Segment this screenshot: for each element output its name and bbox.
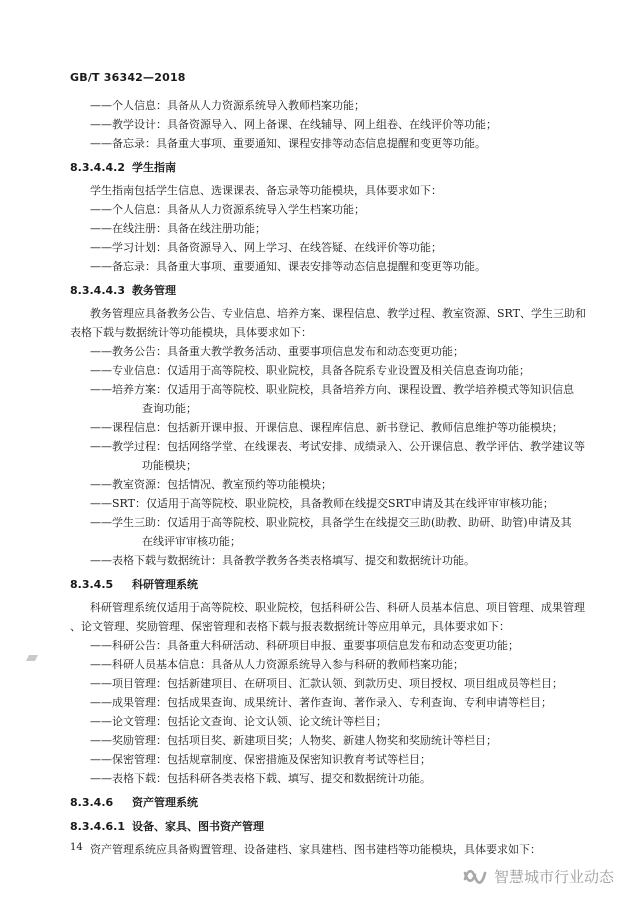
list-item: ——学习计划：具备资源导入、网上学习、在线答疑、在线评价等功能；: [90, 241, 442, 254]
list-item: ——在线注册：具备在线注册功能；: [90, 222, 266, 235]
list-item: ——教学过程：包括网络学堂、在线课表、考试安排、成绩录入、公开课信息、教学评估、教学建议等: [90, 440, 585, 453]
list-item: ——SRT：仅适用于高等院校、职业院校，具备教师在线提交SRT申请及其在线评审审核功能；: [90, 497, 554, 510]
wechat-channel-icon: [462, 865, 488, 887]
list-item: ——成果管理：包括成果查询、成果统计、著作查询、著作录入、专利查询、专利申请等栏目；: [90, 696, 552, 709]
watermark-text: 智慧城市行业动态: [493, 867, 614, 886]
list-item: ——备忘录：具备重大事项、重要通知、课表安排等动态信息提醒和变更等功能。: [90, 260, 486, 273]
section-number: 8.3.4.5: [70, 578, 114, 591]
section-title: 资产管理系统: [132, 796, 198, 809]
list-item: ——个人信息：具备从人力资源系统导入教师档案功能；: [90, 99, 365, 112]
paragraph-line: 科研管理系统仅适用于高等院校、职业院校，包括科研公告、科研人员基本信息、项目管理、成果管理: [90, 601, 585, 614]
list-item: ——教室资源：包括情况、教室预约等功能模块；: [90, 478, 332, 491]
paragraph-line: 、论文管理、奖励管理、保密管理和表格下载与报表数据统计等应用单元，具体要求如下：: [70, 620, 510, 633]
section-number: 8.3.4.6: [70, 796, 114, 809]
document-body: [70, 96, 586, 859]
section-number: 8.3.4.4.3: [70, 284, 125, 297]
list-item: ——奖励管理：包括项目奖、新建项目奖；人物奖、新建人物奖和奖励统计等栏目；: [90, 734, 497, 747]
scan-edge-mark-icon: [26, 655, 38, 661]
watermark: [462, 865, 614, 887]
list-item: ——课程信息：包括新开课申报、开课信息、课程库信息、新书登记、教师信息维护等功能模块；: [90, 421, 563, 434]
section-heading: [70, 793, 582, 812]
section-heading: [70, 158, 582, 177]
list-item: ——备忘录：具备重大事项、重要通知、课程安排等动态信息提醒和变更等功能。: [90, 137, 486, 150]
list-item: 在线评审审核功能；: [142, 535, 241, 548]
page-number: 14: [70, 842, 83, 853]
list-item: ——专业信息：仅适用于高等院校、职业院校，具备各院系专业设置及相关信息查询功能；: [90, 364, 530, 377]
list-item: 查询功能；: [142, 402, 197, 415]
section-number: 8.3.4.6.1: [70, 820, 125, 833]
standard-number: GB/T 36342—2018: [70, 71, 186, 84]
paragraph-line: 学生指南包括学生信息、选课课表、备忘录等功能模块，具体要求如下：: [90, 184, 442, 197]
list-item: ——保密管理：包括规章制度、保密措施及保密知识教育考试等栏目；: [90, 753, 431, 766]
list-item: 功能模块；: [142, 459, 197, 472]
list-item: ——表格下载与数据统计：具备教学教务各类表格填写、提交和数据统计功能。: [90, 554, 475, 567]
list-item: ——培养方案：仅适用于高等院校、职业院校，具备培养方向、课程设置、教学培养模式等知识信息: [90, 383, 574, 396]
list-item: ——科研人员基本信息：具备从人力资源系统导入参与科研的教师档案功能；: [90, 658, 464, 671]
list-item: ——项目管理：包括新建项目、在研项目、汇款认领、到款历史、项目授权、项目组成员等栏目；: [90, 677, 563, 690]
section-title: 科研管理系统: [132, 578, 198, 591]
list-item: ——科研公告：具备重大科研活动、科研项目申报、重要事项信息发布和动态变更功能；: [90, 639, 519, 652]
list-item: ——个人信息：具备从人力资源系统导入学生档案功能；: [90, 203, 365, 216]
paragraph-line: 资产管理系统应具备购置管理、设备建档、家具建档、图书建档等功能模块，具体要求如下：: [90, 843, 541, 856]
list-item: ——论文管理：包括论文查询、论文认领、论文统计等栏目；: [90, 715, 387, 728]
section-title: 教务管理: [132, 284, 176, 297]
list-item: ——教务公告：具备重大教学教务活动、重要事项信息发布和动态变更功能；: [90, 345, 464, 358]
list-item: ——教学设计：具备资源导入、网上备课、在线辅导、网上组卷、在线评价等功能；: [90, 118, 497, 131]
section-title: 学生指南: [132, 161, 176, 174]
paragraph-line: 表格下载与数据统计等功能模块，具体要求如下：: [70, 326, 312, 339]
list-item: ——学生三助：仅适用于高等院校、职业院校，具备学生在线提交三助(助教、助研、助管)申请及其: [90, 516, 572, 529]
section-heading: [70, 281, 582, 300]
list-item: ——表格下载：包括科研各类表格下载、填写、提交和数据统计功能。: [90, 772, 431, 785]
section-heading: [70, 575, 582, 594]
section-title: 设备、家具、图书资产管理: [132, 820, 264, 833]
section-number: 8.3.4.4.2: [70, 161, 125, 174]
paragraph-line: 教务管理应具备教务公告、专业信息、培养方案、课程信息、教学过程、教室资源、SRT、学生三助和: [90, 307, 586, 320]
section-heading: [70, 817, 582, 836]
